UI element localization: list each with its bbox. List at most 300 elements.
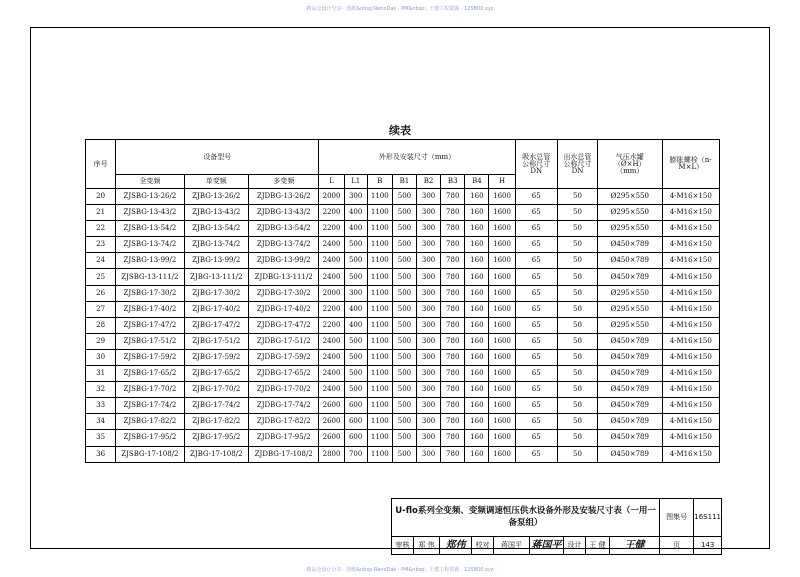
cell-multi-vfd: ZJDBG-17-59/2 <box>248 349 318 365</box>
cell-B2: 300 <box>417 205 441 221</box>
cell-B: 1100 <box>367 349 392 365</box>
cell-inlet-dn: 65 <box>515 317 557 333</box>
cell-multi-vfd: ZJDBG-13-99/2 <box>248 253 318 269</box>
header-H: H <box>489 175 515 189</box>
cell-full-vfd: ZJSBG-17-51/2 <box>116 333 184 349</box>
cell-inlet-dn: 65 <box>515 205 557 221</box>
cell-B: 1100 <box>367 414 392 430</box>
cell-outlet-dn: 50 <box>557 205 597 221</box>
cell-L1: 500 <box>344 349 367 365</box>
cell-multi-vfd: ZJDBG-17-51/2 <box>248 333 318 349</box>
cell-inlet-dn: 65 <box>515 285 557 301</box>
cell-L: 2000 <box>319 285 344 301</box>
cell-multi-vfd: ZJDBG-13-54/2 <box>248 221 318 237</box>
header-B4: B4 <box>465 175 489 189</box>
drawing-title: U-flo系列全变频、变频调速恒压供水设备外形及安装尺寸表（一用一备泵组） <box>392 499 660 537</box>
table-title: 续表 <box>389 124 411 137</box>
cell-B: 1100 <box>367 398 392 414</box>
header-B2: B2 <box>417 175 441 189</box>
title-block <box>391 498 722 555</box>
cell-full-vfd: ZJSBG-17-65/2 <box>116 366 184 382</box>
cell-B3: 780 <box>441 430 465 446</box>
design-label: 设计 <box>564 537 586 555</box>
cell-bolt: 4-M16×150 <box>662 430 720 446</box>
cell-B2: 300 <box>417 366 441 382</box>
cell-B3: 780 <box>441 414 465 430</box>
cell-outlet-dn: 50 <box>557 414 597 430</box>
cell-L: 2400 <box>319 333 344 349</box>
cell-single-vfd: ZJBG-17-47/2 <box>184 317 248 333</box>
cell-B1: 500 <box>392 269 416 285</box>
cell-L: 2000 <box>319 189 344 205</box>
cell-B: 1100 <box>367 189 392 205</box>
cell-inlet-dn: 65 <box>515 189 557 205</box>
cell-B2: 300 <box>417 285 441 301</box>
cell-H: 1600 <box>489 382 515 398</box>
cell-B4: 160 <box>465 414 489 430</box>
cell-B1: 500 <box>392 221 416 237</box>
cell-L1: 500 <box>344 333 367 349</box>
cell-L: 2400 <box>319 366 344 382</box>
cell-B1: 500 <box>392 414 416 430</box>
header-single-vfd: 单变频 <box>184 175 248 189</box>
cell-single-vfd: ZJBG-13-74/2 <box>184 237 248 253</box>
cell-bolt: 4-M16×150 <box>662 366 720 382</box>
cell-L1: 500 <box>344 237 367 253</box>
table-row <box>86 414 720 430</box>
cell-tank: Ø295×550 <box>598 301 662 317</box>
cell-no: 28 <box>86 317 116 333</box>
cell-L1: 400 <box>344 301 367 317</box>
cell-outlet-dn: 50 <box>557 446 597 462</box>
cell-L1: 300 <box>344 189 367 205</box>
cell-no: 26 <box>86 285 116 301</box>
cell-inlet-dn: 65 <box>515 398 557 414</box>
table-row <box>86 382 720 398</box>
cell-no: 25 <box>86 269 116 285</box>
cell-outlet-dn: 50 <box>557 189 597 205</box>
cell-B2: 300 <box>417 269 441 285</box>
cell-B4: 160 <box>465 285 489 301</box>
cell-single-vfd: ZJBG-13-54/2 <box>184 221 248 237</box>
cell-full-vfd: ZJSBG-17-59/2 <box>116 349 184 365</box>
header-B: B <box>367 175 392 189</box>
cell-tank: Ø295×550 <box>598 317 662 333</box>
watermark-bottom: 精品仓设计分享 · 图纸&nbsp;RenoDak · PM&nbsp;. 王健工程资源 · 12SB00.xyz <box>306 567 494 573</box>
cell-B3: 780 <box>441 285 465 301</box>
cell-B1: 500 <box>392 366 416 382</box>
cell-full-vfd: ZJSBG-13-43/2 <box>116 205 184 221</box>
cell-H: 1600 <box>489 189 515 205</box>
cell-B2: 300 <box>417 221 441 237</box>
cell-tank: Ø450×789 <box>598 237 662 253</box>
cell-full-vfd: ZJSBG-17-30/2 <box>116 285 184 301</box>
cell-B1: 500 <box>392 301 416 317</box>
cell-B: 1100 <box>367 285 392 301</box>
cell-bolt: 4-M16×150 <box>662 221 720 237</box>
cell-tank: Ø450×789 <box>598 269 662 285</box>
cell-bolt: 4-M16×150 <box>662 333 720 349</box>
reviewer-signature: 郑伟 <box>440 537 472 555</box>
cell-single-vfd: ZJBG-17-59/2 <box>184 349 248 365</box>
cell-single-vfd: ZJBG-17-82/2 <box>184 414 248 430</box>
cell-H: 1600 <box>489 366 515 382</box>
table-row <box>86 366 720 382</box>
cell-outlet-dn: 50 <box>557 398 597 414</box>
cell-B: 1100 <box>367 269 392 285</box>
cell-H: 1600 <box>489 253 515 269</box>
cell-L: 2600 <box>319 414 344 430</box>
cell-full-vfd: ZJSBG-17-95/2 <box>116 430 184 446</box>
cell-bolt: 4-M16×150 <box>662 301 720 317</box>
cell-B2: 300 <box>417 237 441 253</box>
cell-bolt: 4-M16×150 <box>662 253 720 269</box>
cell-outlet-dn: 50 <box>557 269 597 285</box>
cell-L1: 400 <box>344 317 367 333</box>
cell-outlet-dn: 50 <box>557 349 597 365</box>
cell-B4: 160 <box>465 253 489 269</box>
designer-name: 王 健 <box>586 537 610 555</box>
table-row <box>86 301 720 317</box>
cell-no: 22 <box>86 221 116 237</box>
cell-outlet-dn: 50 <box>557 221 597 237</box>
cell-B3: 780 <box>441 205 465 221</box>
cell-tank: Ø450×789 <box>598 430 662 446</box>
cell-bolt: 4-M16×150 <box>662 446 720 462</box>
cell-B4: 160 <box>465 269 489 285</box>
cell-L1: 400 <box>344 221 367 237</box>
cell-B3: 780 <box>441 366 465 382</box>
cell-B3: 780 <box>441 317 465 333</box>
cell-B: 1100 <box>367 430 392 446</box>
cell-single-vfd: ZJBG-17-65/2 <box>184 366 248 382</box>
cell-full-vfd: ZJSBG-13-99/2 <box>116 253 184 269</box>
cell-B: 1100 <box>367 382 392 398</box>
cell-B4: 160 <box>465 382 489 398</box>
cell-full-vfd: ZJSBG-17-108/2 <box>116 446 184 462</box>
cell-L: 2400 <box>319 269 344 285</box>
cell-tank: Ø295×550 <box>598 205 662 221</box>
cell-multi-vfd: ZJDBG-17-30/2 <box>248 285 318 301</box>
review-label: 审核 <box>392 537 414 555</box>
cell-B1: 500 <box>392 349 416 365</box>
cell-inlet-dn: 65 <box>515 237 557 253</box>
cell-B3: 780 <box>441 253 465 269</box>
cell-outlet-dn: 50 <box>557 382 597 398</box>
header-outlet: 出水总管公称尺寸DN <box>557 140 597 189</box>
cell-no: 34 <box>86 414 116 430</box>
cell-outlet-dn: 50 <box>557 301 597 317</box>
cell-full-vfd: ZJSBG-17-40/2 <box>116 301 184 317</box>
cell-B3: 780 <box>441 301 465 317</box>
cell-outlet-dn: 50 <box>557 285 597 301</box>
cell-inlet-dn: 65 <box>515 253 557 269</box>
header-B1: B1 <box>392 175 416 189</box>
cell-tank: Ø450×789 <box>598 414 662 430</box>
cell-inlet-dn: 65 <box>515 333 557 349</box>
cell-full-vfd: ZJSBG-17-70/2 <box>116 382 184 398</box>
cell-H: 1600 <box>489 317 515 333</box>
cell-H: 1600 <box>489 398 515 414</box>
cell-B2: 300 <box>417 446 441 462</box>
cell-B3: 780 <box>441 189 465 205</box>
cell-single-vfd: ZJBG-13-43/2 <box>184 205 248 221</box>
cell-inlet-dn: 65 <box>515 430 557 446</box>
cell-H: 1600 <box>489 285 515 301</box>
cell-outlet-dn: 50 <box>557 430 597 446</box>
cell-single-vfd: ZJBG-17-40/2 <box>184 301 248 317</box>
table-row <box>86 189 720 205</box>
cell-B1: 500 <box>392 205 416 221</box>
cell-multi-vfd: ZJDBG-17-74/2 <box>248 398 318 414</box>
cell-no: 23 <box>86 237 116 253</box>
cell-inlet-dn: 65 <box>515 301 557 317</box>
cell-outlet-dn: 50 <box>557 333 597 349</box>
cell-B4: 160 <box>465 205 489 221</box>
cell-B4: 160 <box>465 189 489 205</box>
reviewer-name: 郑 伟 <box>414 537 440 555</box>
cell-B: 1100 <box>367 317 392 333</box>
cell-H: 1600 <box>489 446 515 462</box>
cell-multi-vfd: ZJDBG-17-70/2 <box>248 382 318 398</box>
cell-B4: 160 <box>465 221 489 237</box>
cell-full-vfd: ZJSBG-13-54/2 <box>116 221 184 237</box>
cell-L: 2200 <box>319 221 344 237</box>
cell-single-vfd: ZJBG-17-51/2 <box>184 333 248 349</box>
cell-H: 1600 <box>489 237 515 253</box>
cell-bolt: 4-M16×150 <box>662 382 720 398</box>
cell-H: 1600 <box>489 221 515 237</box>
cell-H: 1600 <box>489 269 515 285</box>
cell-L1: 700 <box>344 446 367 462</box>
checker-signature: 蒋国平 <box>530 537 564 555</box>
cell-L1: 600 <box>344 398 367 414</box>
cell-single-vfd: ZJBG-17-95/2 <box>184 430 248 446</box>
table-row <box>86 205 720 221</box>
atlas-number: 16S111 <box>694 499 722 537</box>
cell-multi-vfd: ZJDBG-17-40/2 <box>248 301 318 317</box>
header-L1: L1 <box>344 175 367 189</box>
cell-B1: 500 <box>392 430 416 446</box>
cell-no: 21 <box>86 205 116 221</box>
cell-L: 2600 <box>319 430 344 446</box>
header-bolt: 膨胀螺栓（n-M×L） <box>662 140 720 189</box>
atlas-label: 图集号 <box>660 499 694 537</box>
header-tank: 气压水罐（Ø×H）（mm） <box>598 140 662 189</box>
header-inlet: 吸水总管公称尺寸DN <box>515 140 557 189</box>
cell-no: 20 <box>86 189 116 205</box>
cell-H: 1600 <box>489 333 515 349</box>
header-multi-vfd: 多变频 <box>248 175 318 189</box>
cell-no: 33 <box>86 398 116 414</box>
cell-tank: Ø450×789 <box>598 366 662 382</box>
cell-L: 2600 <box>319 398 344 414</box>
table-row <box>86 333 720 349</box>
cell-tank: Ø295×550 <box>598 285 662 301</box>
cell-bolt: 4-M16×150 <box>662 189 720 205</box>
cell-B1: 500 <box>392 333 416 349</box>
cell-multi-vfd: ZJDBG-13-74/2 <box>248 237 318 253</box>
cell-inlet-dn: 65 <box>515 349 557 365</box>
cell-L1: 600 <box>344 430 367 446</box>
table-row <box>86 446 720 462</box>
cell-no: 32 <box>86 382 116 398</box>
cell-B4: 160 <box>465 446 489 462</box>
cell-multi-vfd: ZJDBG-17-47/2 <box>248 317 318 333</box>
cell-H: 1600 <box>489 414 515 430</box>
cell-L1: 600 <box>344 414 367 430</box>
cell-bolt: 4-M16×150 <box>662 317 720 333</box>
cell-B: 1100 <box>367 221 392 237</box>
cell-B2: 300 <box>417 189 441 205</box>
cell-full-vfd: ZJSBG-13-74/2 <box>116 237 184 253</box>
cell-L: 2400 <box>319 237 344 253</box>
cell-tank: Ø295×550 <box>598 221 662 237</box>
cell-B2: 300 <box>417 349 441 365</box>
designer-signature: 王健 <box>610 537 660 555</box>
cell-full-vfd: ZJSBG-13-111/2 <box>116 269 184 285</box>
cell-B2: 300 <box>417 430 441 446</box>
cell-no: 36 <box>86 446 116 462</box>
cell-outlet-dn: 50 <box>557 237 597 253</box>
cell-L: 2400 <box>319 253 344 269</box>
cell-B1: 500 <box>392 285 416 301</box>
cell-B4: 160 <box>465 398 489 414</box>
cell-single-vfd: ZJBG-13-99/2 <box>184 253 248 269</box>
cell-B1: 500 <box>392 189 416 205</box>
cell-B4: 160 <box>465 349 489 365</box>
cell-inlet-dn: 65 <box>515 221 557 237</box>
cell-bolt: 4-M16×150 <box>662 349 720 365</box>
dimension-table <box>85 139 720 463</box>
cell-bolt: 4-M16×150 <box>662 414 720 430</box>
cell-B2: 300 <box>417 414 441 430</box>
cell-B3: 780 <box>441 349 465 365</box>
cell-B1: 500 <box>392 382 416 398</box>
cell-B3: 780 <box>441 269 465 285</box>
cell-B3: 780 <box>441 446 465 462</box>
cell-H: 1600 <box>489 205 515 221</box>
page-label: 页 <box>660 537 694 555</box>
cell-B4: 160 <box>465 301 489 317</box>
cell-bolt: 4-M16×150 <box>662 285 720 301</box>
cell-L1: 400 <box>344 205 367 221</box>
cell-B2: 300 <box>417 253 441 269</box>
cell-L: 2400 <box>319 382 344 398</box>
header-no: 序号 <box>86 140 116 189</box>
cell-B3: 780 <box>441 333 465 349</box>
table-row <box>86 237 720 253</box>
table-row <box>86 253 720 269</box>
cell-tank: Ø450×789 <box>598 398 662 414</box>
cell-H: 1600 <box>489 349 515 365</box>
cell-no: 27 <box>86 301 116 317</box>
cell-multi-vfd: ZJDBG-13-26/2 <box>248 189 318 205</box>
table-row <box>86 285 720 301</box>
cell-B3: 780 <box>441 237 465 253</box>
cell-B1: 500 <box>392 237 416 253</box>
cell-B4: 160 <box>465 333 489 349</box>
cell-L: 2200 <box>319 317 344 333</box>
cell-inlet-dn: 65 <box>515 414 557 430</box>
cell-single-vfd: ZJBG-13-26/2 <box>184 189 248 205</box>
cell-single-vfd: ZJBG-17-70/2 <box>184 382 248 398</box>
cell-single-vfd: ZJBG-17-108/2 <box>184 446 248 462</box>
page-number: 143 <box>694 537 722 555</box>
cell-bolt: 4-M16×150 <box>662 237 720 253</box>
cell-L1: 500 <box>344 269 367 285</box>
header-model: 设备型号 <box>116 140 319 175</box>
cell-B4: 160 <box>465 237 489 253</box>
cell-B: 1100 <box>367 333 392 349</box>
cell-B2: 300 <box>417 317 441 333</box>
cell-L: 2200 <box>319 301 344 317</box>
cell-full-vfd: ZJSBG-13-26/2 <box>116 189 184 205</box>
cell-B4: 160 <box>465 430 489 446</box>
cell-L1: 500 <box>344 253 367 269</box>
cell-inlet-dn: 65 <box>515 366 557 382</box>
cell-no: 24 <box>86 253 116 269</box>
cell-single-vfd: ZJBG-17-74/2 <box>184 398 248 414</box>
cell-B2: 300 <box>417 301 441 317</box>
cell-multi-vfd: ZJDBG-17-65/2 <box>248 366 318 382</box>
cell-full-vfd: ZJSBG-17-74/2 <box>116 398 184 414</box>
cell-no: 35 <box>86 430 116 446</box>
watermark-top: 精品仓设计分享 · 图纸&nbsp;RenoDak · PM&nbsp;. 王健工程资源 · 12SB00.xyz <box>306 6 494 12</box>
cell-no: 29 <box>86 333 116 349</box>
cell-bolt: 4-M16×150 <box>662 205 720 221</box>
table-row <box>86 430 720 446</box>
cell-H: 1600 <box>489 301 515 317</box>
cell-full-vfd: ZJSBG-17-82/2 <box>116 414 184 430</box>
cell-L: 2800 <box>319 446 344 462</box>
cell-B: 1100 <box>367 301 392 317</box>
cell-tank: Ø450×789 <box>598 382 662 398</box>
cell-B: 1100 <box>367 237 392 253</box>
header-L: L <box>319 175 344 189</box>
table-row <box>86 398 720 414</box>
cell-L1: 500 <box>344 366 367 382</box>
cell-L: 2400 <box>319 349 344 365</box>
cell-B1: 500 <box>392 253 416 269</box>
table-row <box>86 221 720 237</box>
cell-B3: 780 <box>441 398 465 414</box>
cell-tank: Ø295×550 <box>598 189 662 205</box>
cell-single-vfd: ZJBG-17-30/2 <box>184 285 248 301</box>
header-B3: B3 <box>441 175 465 189</box>
cell-B4: 160 <box>465 366 489 382</box>
cell-B1: 500 <box>392 317 416 333</box>
cell-B2: 300 <box>417 398 441 414</box>
cell-single-vfd: ZJBG-13-111/2 <box>184 269 248 285</box>
cell-outlet-dn: 50 <box>557 253 597 269</box>
cell-bolt: 4-M16×150 <box>662 398 720 414</box>
cell-inlet-dn: 65 <box>515 269 557 285</box>
header-full-vfd: 全变频 <box>116 175 184 189</box>
cell-tank: Ø450×789 <box>598 349 662 365</box>
cell-L1: 300 <box>344 285 367 301</box>
cell-B: 1100 <box>367 366 392 382</box>
cell-B: 1100 <box>367 205 392 221</box>
cell-multi-vfd: ZJDBG-17-108/2 <box>248 446 318 462</box>
cell-B: 1100 <box>367 446 392 462</box>
cell-multi-vfd: ZJDBG-17-95/2 <box>248 430 318 446</box>
cell-L: 2200 <box>319 205 344 221</box>
cell-bolt: 4-M16×150 <box>662 269 720 285</box>
table-row <box>86 349 720 365</box>
cell-full-vfd: ZJSBG-17-47/2 <box>116 317 184 333</box>
cell-outlet-dn: 50 <box>557 317 597 333</box>
